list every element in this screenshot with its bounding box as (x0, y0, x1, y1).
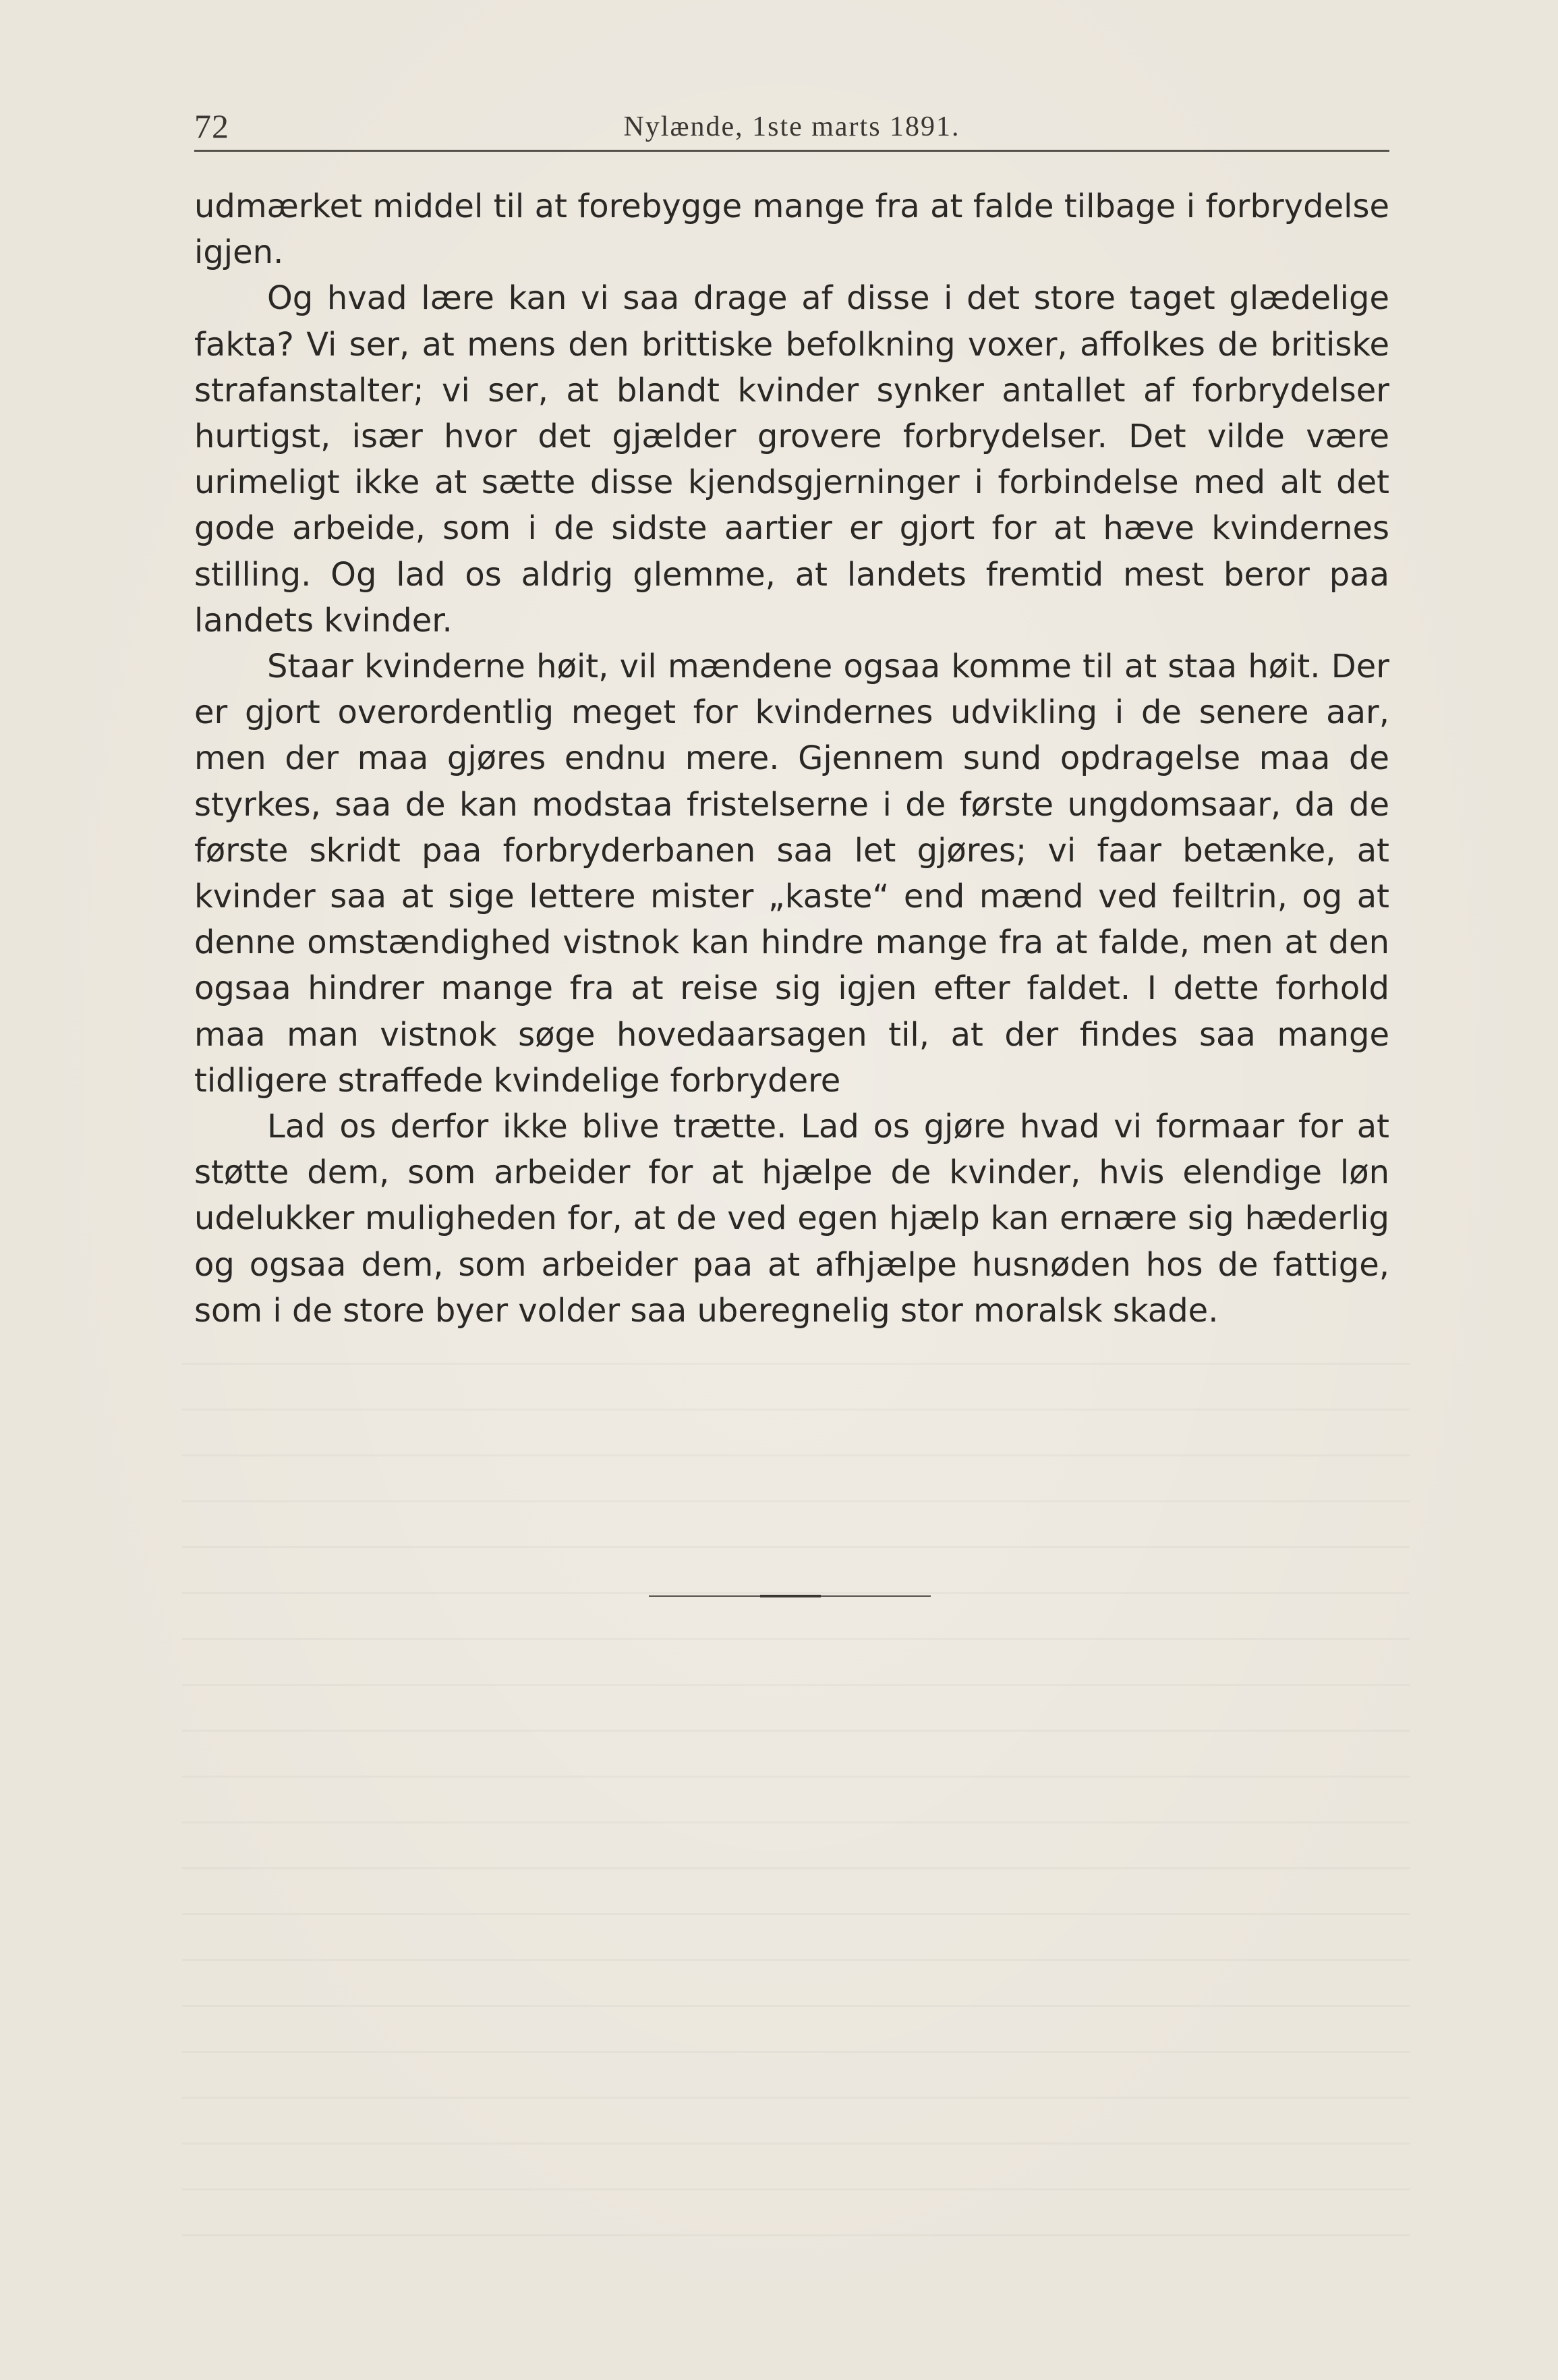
section-end-rule (649, 1595, 931, 1597)
paragraph: Lad os derfor ikke blive trætte. Lad os gjøre hvad vi formaar for at støtte dem, som arbeider for at hjælpe de kvinder, hvis elendige løn udelukker muligheden for, at de ved egen hjælp kan ernære sig hæderlig og ogsaa dem, som arbeider paa at afhjælpe husnøden hos de fattige, som i de store byer volder saa uberegnelig stor moralsk skade. (194, 1108, 1389, 1330)
page-number: 72 (194, 107, 229, 145)
show-through-texture (182, 1363, 1410, 2240)
paragraph: Staar kvinderne høit, vil mændene ogsaa komme til at staa høit. Der er gjort overordentlig meget for kvindernes udvikling i de senere aar, men der maa gjøres endnu mere. Gjennem sund opdragelse maa de styrkes, saa de kan modstaa fristelserne i de første ungdomsaar, da de første skridt paa forbryderbanen saa let gjøres; vi faar betænke, at kvinder saa at sige lettere mister „kaste“ end mænd ved feiltrin, og at denne omstændighed vistnok kan hindre mange fra at falde, men at den ogsaa hindrer mange fra at reise sig igjen efter faldet. I dette forhold maa man vistnok søge hovedaarsagen til, at der findes saa mange tidligere straffede kvindelige forbrydere (194, 648, 1389, 1100)
page-header (194, 107, 1389, 154)
paragraph-continuation: udmærket middel til at forebygge mange fra at falde tilbage i forbrydelse igjen. (194, 188, 1389, 272)
paragraph: Og hvad lære kan vi saa drage af disse i det store taget glædelige fakta? Vi ser, at mens den brittiske befolkning voxer, affolkes de britiske strafanstalter; vi ser, at blandt kvinder synker antallet af forbrydelser hurtigst, især hvor det gjælder grovere forbrydelser. Det vilde være urimeligt ikke at sætte disse kjendsgjerninger i forbindelse med alt det gode arbeide, som i de sidste aartier er gjort for at hæve kvindernes stilling. Og lad os aldrig glemme, at landets fremtid mest beror paa landets kvinder. (194, 279, 1389, 640)
article-body (194, 183, 1389, 1334)
running-head: Nylænde, 1ste marts 1891. (623, 111, 960, 142)
header-rule (194, 150, 1389, 152)
